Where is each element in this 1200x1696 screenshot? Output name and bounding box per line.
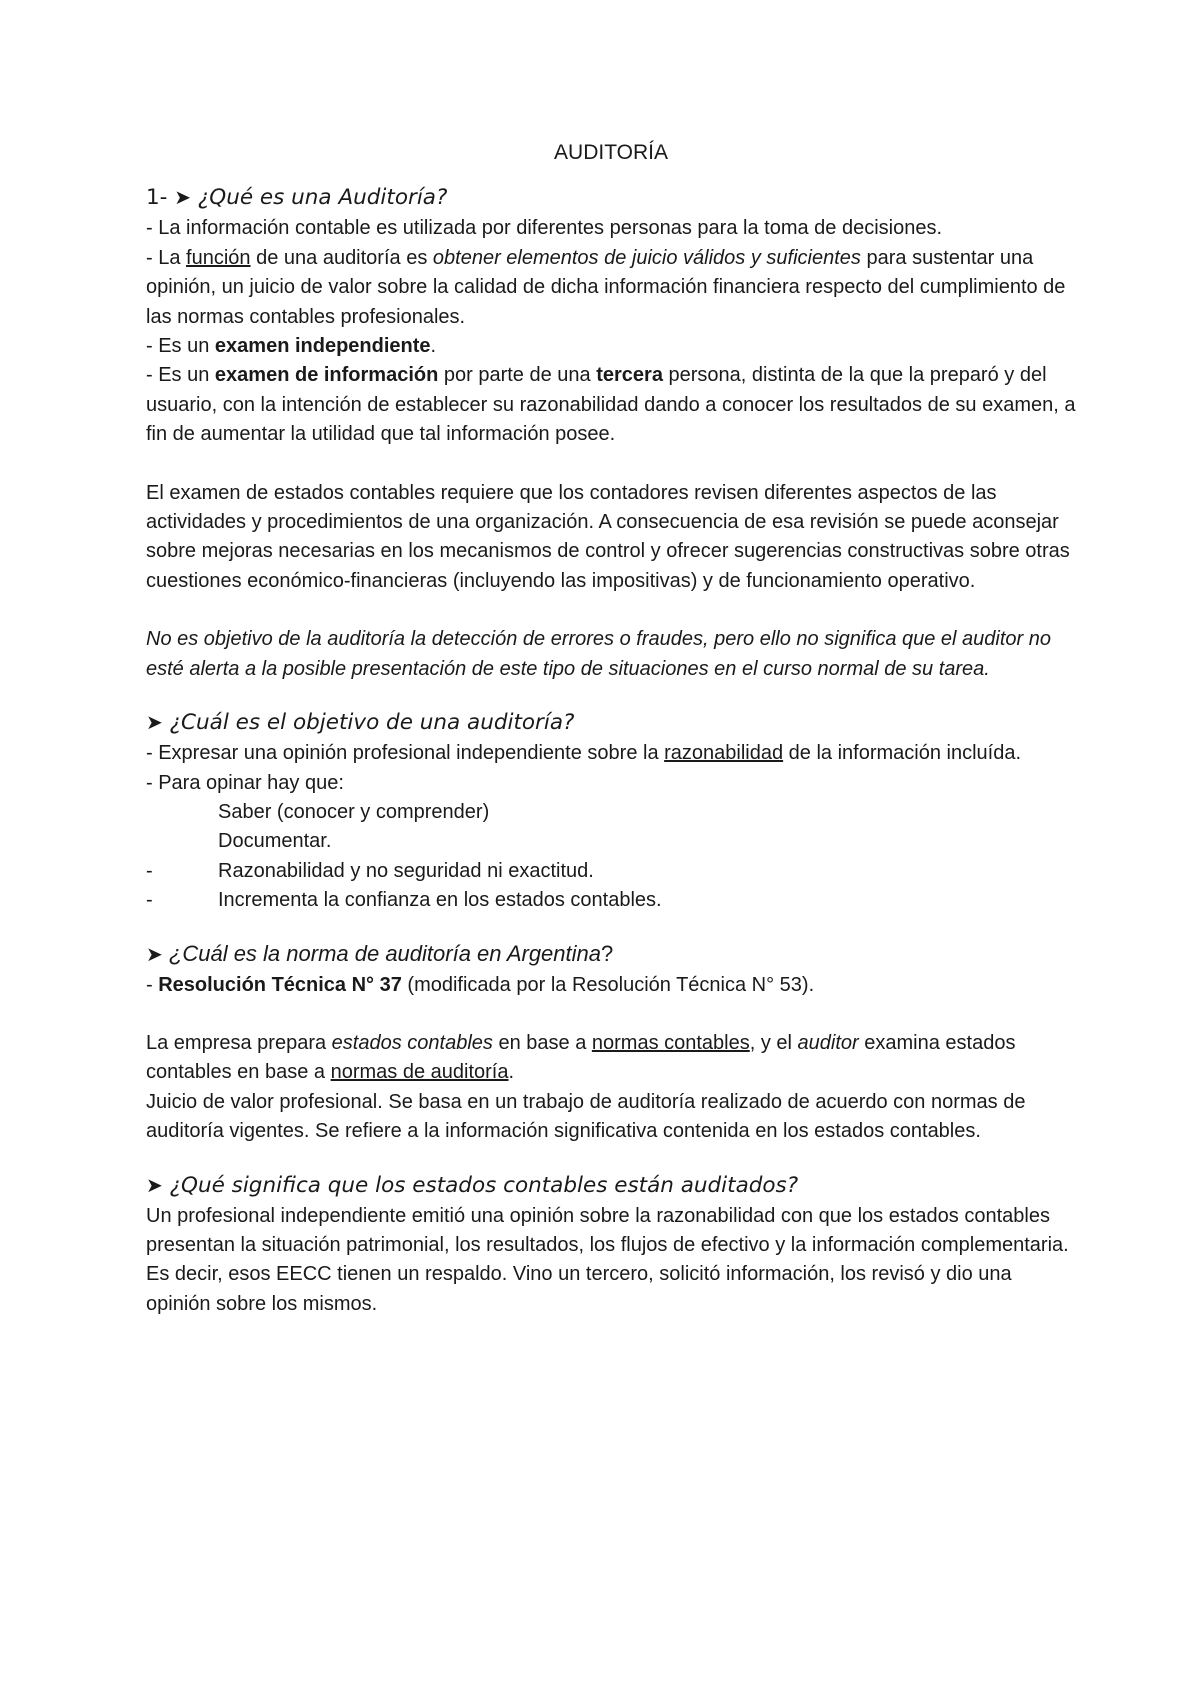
bold-term: examen de información [214,364,439,387]
heading-text: ¿Qué es una Auditoría? [197,185,448,211]
paragraph: - Es un examen independiente. [146,335,437,358]
paragraph: - Resolución Técnica N° 37 (modificada por la Resolución Técnica N° 53). [146,973,815,996]
bold-term: examen independiente [214,335,431,358]
heading-text: ¿Qué significa que los estados contables están auditados? [169,1172,799,1198]
paragraph: El examen de estados contables requiere que los contadores revisen diferentes aspectos de las actividades y procedimientos de una organización. A consecuencia de esa revisión se puede aconsejar sobre mejoras necesarias en los mecanismos de control y ofrecer sugerencias constructivas sobre otras cuestiones económico-financieras (incluyendo las impositivas) y de funcionamiento operativo. [146,481,1070,592]
section-1-heading [146,181,1076,214]
underlined-term: razonabilidad [664,742,784,765]
paragraph: Juicio de valor profesional. Se basa en un trabajo de auditoría realizado de acuerdo con normas de auditoría vigentes. Se refiere a la información significativa contenida en los estados contables. [146,1090,1026,1143]
section-2-heading [146,706,1076,739]
bold-term: Resolución Técnica N° 37 [158,973,402,996]
list-item: Documentar. [218,830,332,853]
section-number: 1- [146,185,168,211]
bold-term: tercera [596,364,663,387]
underlined-term: normas de auditoría [330,1061,509,1084]
underlined-term: normas contables [591,1031,750,1054]
document-title: AUDITORÍA [554,141,668,164]
document-body [146,138,1076,1319]
list-item: Saber (conocer y comprender) [218,800,490,823]
paragraph: - La función de una auditoría es obtener elementos de juicio válidos y suficientes para sustentar una opinión, un juicio de valor sobre la calidad de dicha información financiera respecto del cumplimiento de las normas contables profesionales. [146,246,1066,328]
paragraph: La empresa prepara estados contables en base a normas contables, y el auditor examina estados contables en base a normas de auditoría. [146,1031,1016,1084]
italic-phrase: obtener elementos de juicio válidos y suficientes [432,246,861,269]
paragraph: - La información contable es utilizada por diferentes personas para la toma de decisiones. [146,217,943,240]
section-3-heading: ➤ ¿Cuál es la norma de auditoría en Argentina? [146,940,614,966]
heading-text: ¿Cuál es el objetivo de una auditoría? [169,710,575,736]
underlined-term: función [186,246,251,269]
section-4-heading [146,1169,1076,1202]
arrow-bullet-icon: ➤ [146,943,163,966]
paragraph: - Es un examen de información por parte de una tercera persona, distinta de la que la preparó y del usuario, con la intención de establecer su razonabilidad dando a conocer los resultados de su examen, a fin de aumentar la utilidad que tal información posee. [146,364,1076,446]
arrow-bullet-icon: ➤ [146,1172,163,1197]
arrow-bullet-icon: ➤ [174,185,192,210]
italic-paragraph: No es objetivo de la auditoría la detección de errores o fraudes, pero ello no significa que el auditor no esté alerta a la posible presentación de este tipo de situaciones en el curso normal de su tarea. [146,628,1052,680]
arrow-bullet-icon: ➤ [146,710,163,735]
paragraph: - Para opinar hay que: [146,771,344,794]
paragraph: Un profesional independiente emitió una opinión sobre la razonabilidad con que los estados contables presentan la situación patrimonial, los resultados, los flujos de efectivo y la información complementaria. Es decir, esos EECC tienen un respaldo. Vino un tercero, solicitó información, los revisó y dio una opinión sobre los mismos. [146,1204,1069,1315]
list-item: - Razonabilidad y no seguridad ni exactitud. [146,859,594,882]
list-item: - Incrementa la confianza en los estados contables. [146,889,662,912]
paragraph: - Expresar una opinión profesional independiente sobre la razonabilidad de la información incluída. [146,742,1022,765]
heading-text: ¿Cuál es la norma de auditoría en Argentina [168,940,601,966]
